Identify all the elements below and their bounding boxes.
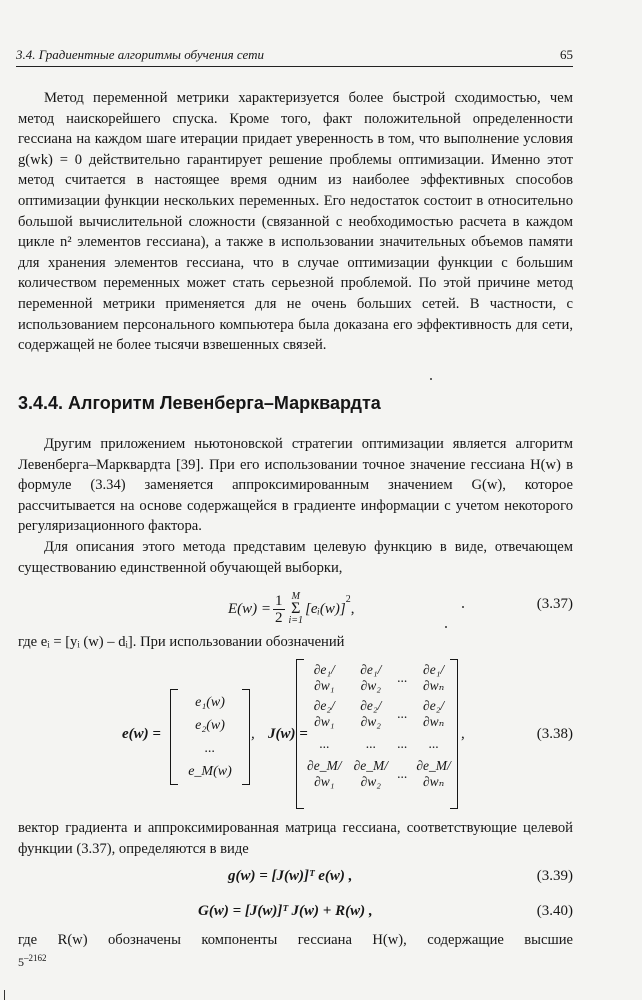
- jacobian-cell: ∂e_M/∂w₂: [353, 758, 388, 789]
- jacobian-cell: ∂e₂/∂w₁: [313, 698, 335, 729]
- eq338-e-label: e(w) =: [122, 726, 161, 742]
- eq338-number: (3.38): [536, 726, 573, 742]
- jacobian-cell: ∂e₁/∂wₙ: [423, 662, 445, 693]
- eq337-body: [eᵢ(w)]: [305, 600, 346, 617]
- equation-3-39: [18, 868, 573, 892]
- jacobian-cell: ...: [397, 670, 408, 685]
- jacobian-cell: ∂e₁/∂w₂: [360, 662, 382, 693]
- eq339-text: g(w) = [J(w)]ᵀ e(w) ,: [228, 868, 353, 884]
- equation-3-40: [18, 903, 573, 927]
- section-heading: 3.4.4. Алгоритм Левенберга–Марквардта: [18, 393, 381, 413]
- running-header: [16, 47, 573, 67]
- scan-speck: [430, 378, 432, 380]
- equation-3-37: [18, 584, 573, 634]
- scan-speck: [4, 990, 5, 1000]
- jacobian-cell: ...: [397, 706, 408, 721]
- e-vector-entry: e₂(w): [195, 718, 225, 733]
- eq337-sum-bottom: i=1: [288, 615, 304, 626]
- page-number: 65: [560, 47, 573, 62]
- signature-mark: [18, 953, 47, 970]
- eq337-frac-num: 1: [275, 592, 283, 609]
- jacobian-cell: ...: [397, 766, 408, 781]
- paragraph-objective: Для описания этого метода представим целевую функцию в виде, отвечающем существованию единственной обучающей выборки,: [18, 539, 573, 576]
- jacobian-cell: ∂e_M/∂w₁: [307, 758, 342, 789]
- eq337-fraction: [273, 593, 285, 626]
- e-vector-entry: e₁(w): [195, 695, 225, 710]
- signature-sup: –2162: [24, 953, 47, 963]
- jacobian-cell: ∂e_M/∂wₙ: [416, 758, 451, 789]
- jacobian-cell: ∂e₂/∂wₙ: [423, 698, 445, 729]
- paragraph-variable-metric: Метод переменной метрики характеризуется более быстрой сходимостью, чем метод наискорейшего спуска. Кроме того, факт положительной определенности гессиана на каждом шаге итерации придает уверенность в том, что выполнение условия g(wk) = 0 действительно гарантирует решение проблемы оптимизации. Именно этот метод считается в настоящее время одним из наиболее эффективных способов оптимизации функции нескольких переменных. Его недостаток состоит в относительно большой вычислительной сложности (связанной с необходимостью расчета в каждом цикле n² элементов гессиана), а также в использовании значительных объемов памяти для хранения элементов гессиана, что в случае оптимизации функции с большим количеством переменных может стать серьезной проблемой. По этой причине метод переменной метрики применяется для не очень больших сетей. В частности, с использованием персонального компьютера была доказана его эффективность для сети, содержащей не более тысячи взвешенных связей.: [18, 90, 573, 354]
- where-line: где eᵢ = [yᵢ (w) – dᵢ]. При использовании обозначений: [18, 634, 345, 650]
- paragraph-last-line: где R(w) обозначены компоненты гессиана H(w), содержащие высшие: [18, 932, 573, 948]
- e-vector-entry: e_M(w): [188, 764, 232, 779]
- eq340-text: G(w) = [J(w)]ᵀ J(w) + R(w) ,: [198, 903, 373, 919]
- jacobian-cell: ...: [428, 736, 439, 751]
- paragraph-lm-intro: Другим приложением ньютоновской стратегии оптимизации является алгоритм Левенберга–Марквардта [39]. При его использовании точное значение гессиана H(w) в формуле (3.34) заменяется аппроксимированным значением G(w), которое рассчитывается на основе содержащейся в градиенте информации с учетом некоторого регуляризационного фактора.: [18, 436, 573, 535]
- eq337-sum: M Σ i=1: [288, 591, 304, 626]
- e-vector-entry: ...: [204, 741, 216, 756]
- jacobian-cell: ∂e₂/∂w₂: [360, 698, 382, 729]
- eq340-number: (3.40): [536, 903, 573, 919]
- equation-3-38: e(w) = e₁(w) e₂(w) ... e_M(w) , J(w) = ∂e₁/∂w₁ ∂e₁/∂w₂ ... ∂e₁/∂wₙ ∂e₂/∂w₁ ∂e₂/∂w₂ ... ∂e₂/∂wₙ ... ... ... ... ∂e_M/∂w₁ ∂e_M/∂w₂ ... ∂e_M/∂wₙ , (3.38): [18, 655, 573, 815]
- signature-number: 5: [18, 955, 24, 969]
- eq338-j-label: J(w) =: [268, 726, 308, 742]
- eq337-frac-den: 2: [275, 609, 283, 626]
- eq337-number: (3.37): [536, 596, 573, 612]
- eq337-sum-top: M: [291, 591, 300, 602]
- section-title: 3.4. Градиентные алгоритмы обучения сети: [16, 47, 264, 62]
- eq337-tail: ,: [350, 600, 355, 617]
- scan-speck: [445, 626, 447, 628]
- scan-speck: [462, 606, 464, 608]
- e-vector: [170, 689, 250, 785]
- eq339-number: (3.39): [536, 868, 573, 884]
- jacobian-matrix: [296, 659, 458, 809]
- eq337-lhs: E(w) =: [228, 600, 272, 617]
- jacobian-cell: ...: [319, 736, 330, 751]
- paragraph-gradient: вектор градиента и аппроксимированная матрица гессиана, соответствующие целевой функции (3.37), определяются в виде: [18, 820, 573, 857]
- eq337-power: 2: [345, 593, 351, 605]
- jacobian-cell: ...: [397, 736, 408, 751]
- jacobian-cell: ...: [365, 736, 376, 751]
- jacobian-cell: ∂e₁/∂w₁: [313, 662, 335, 693]
